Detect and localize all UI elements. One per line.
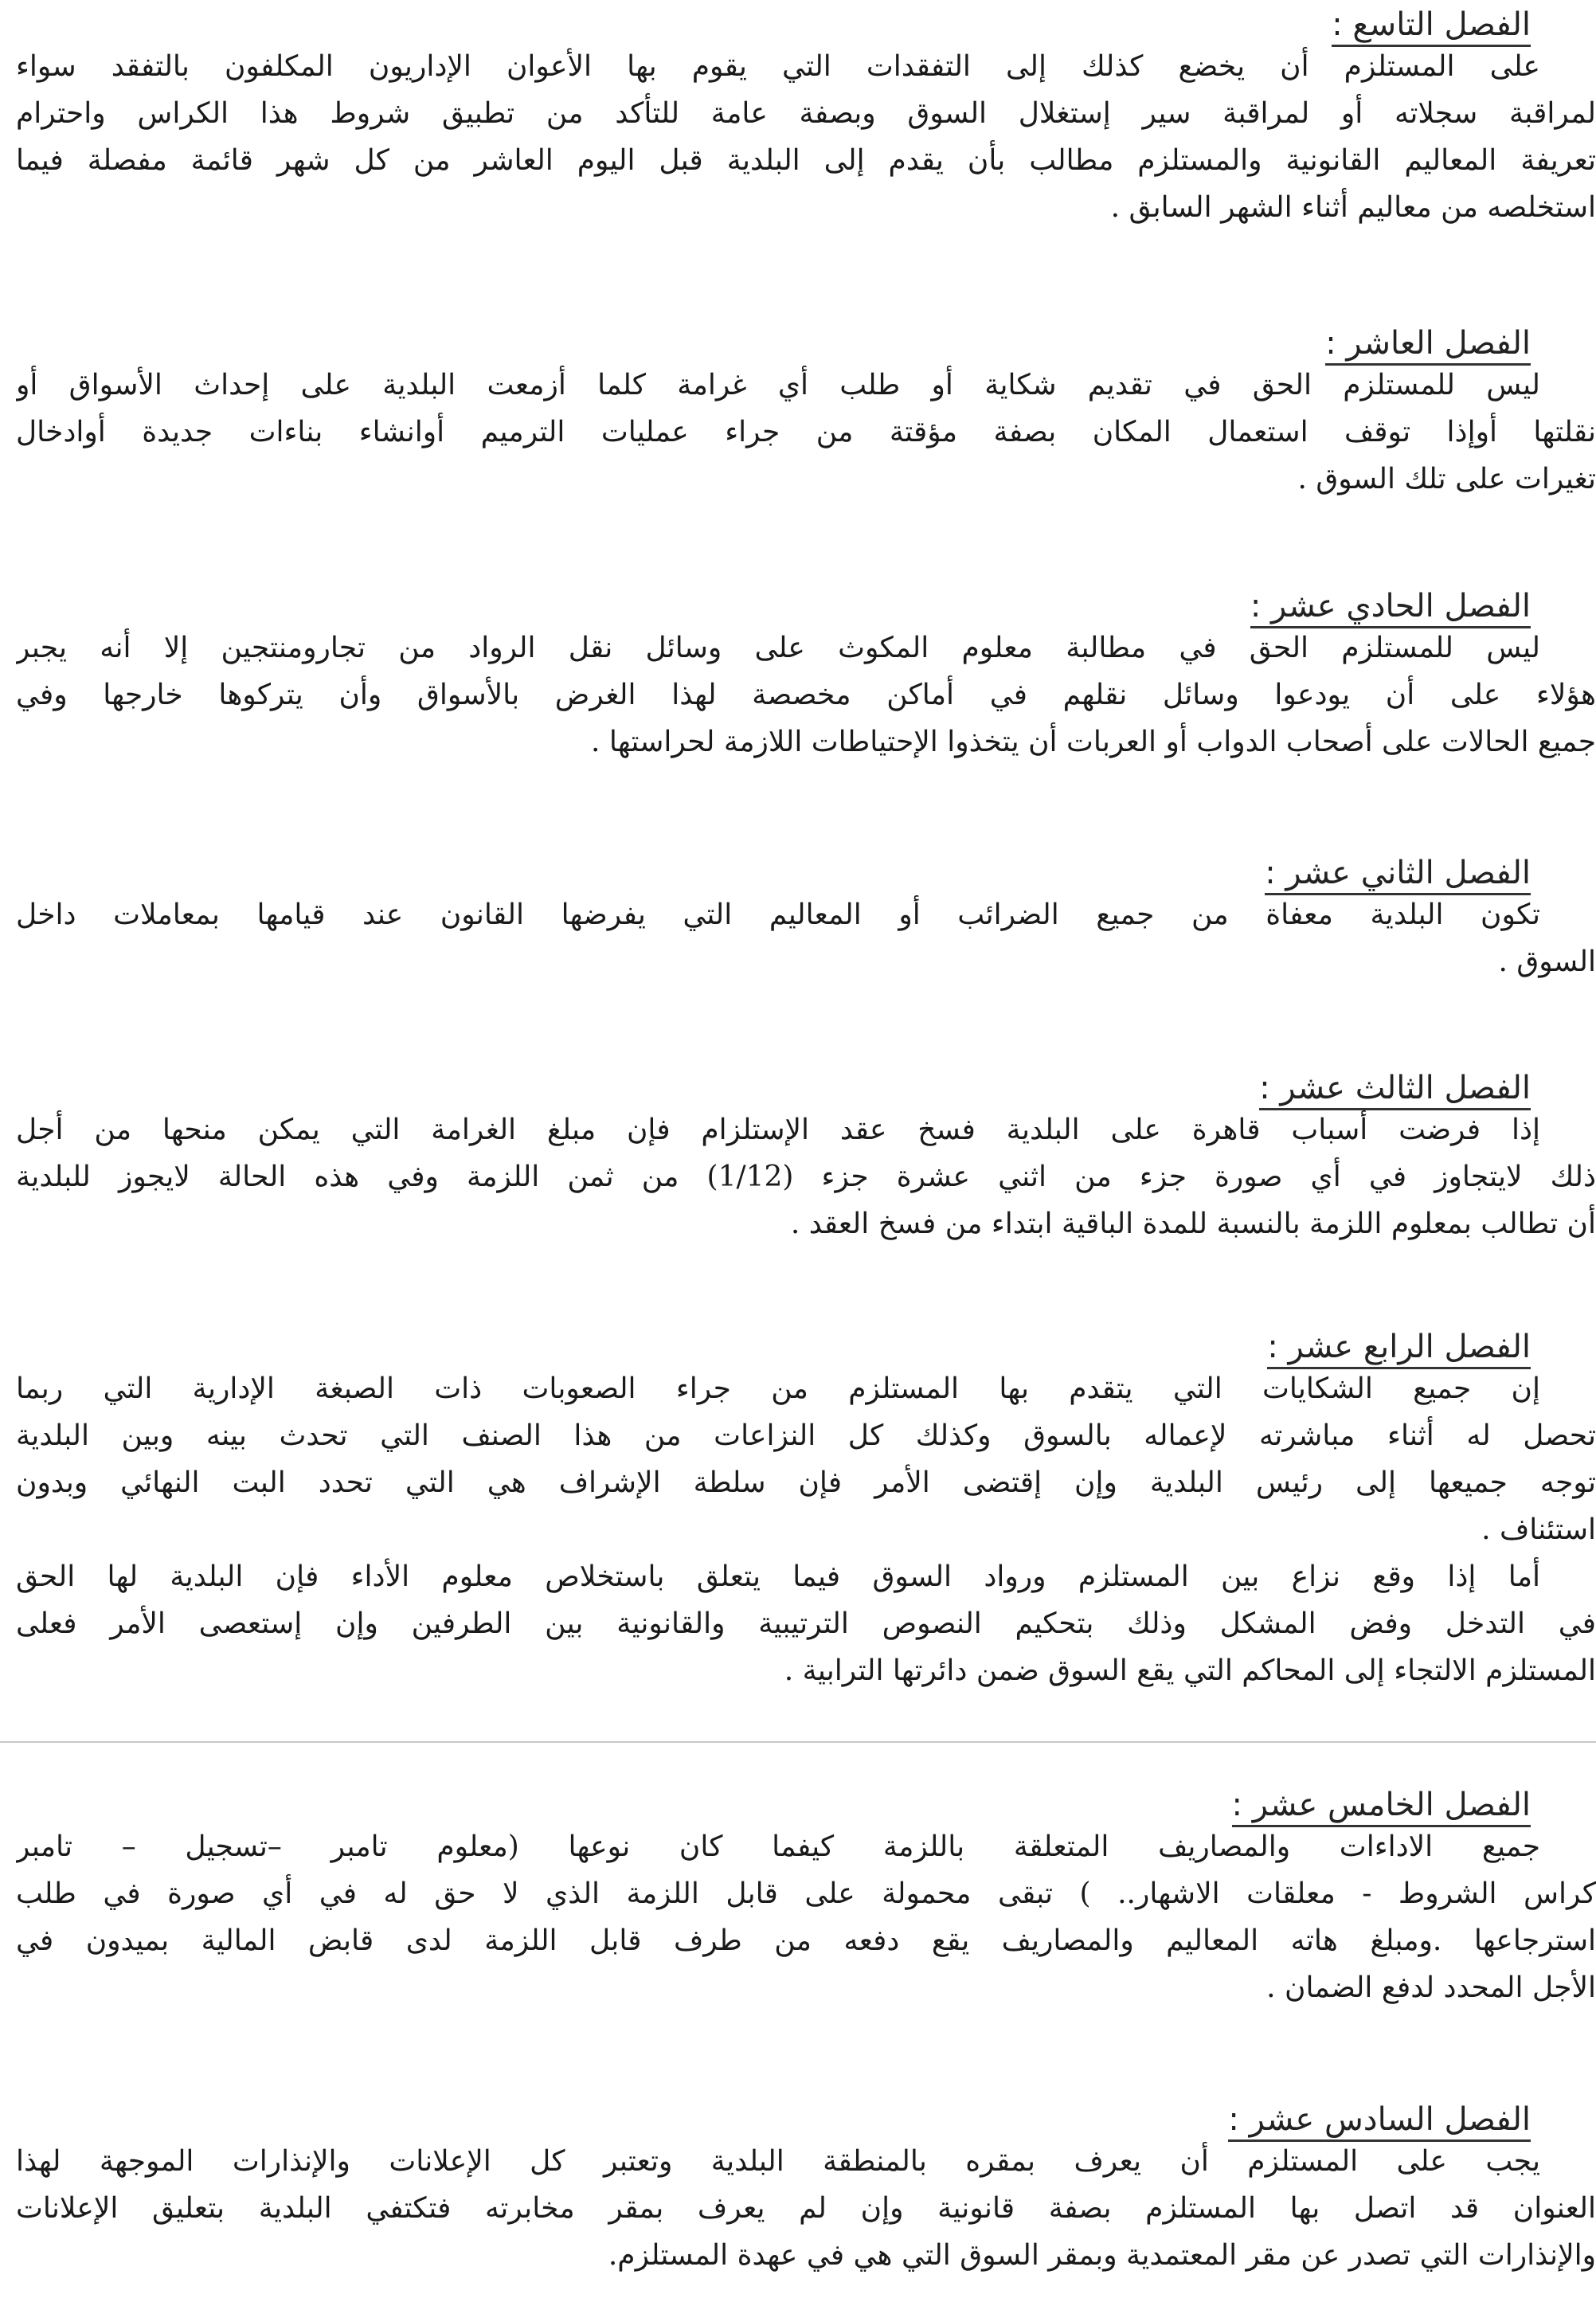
- article-11: [16, 588, 1596, 765]
- article-10-line: نقلتها أوإذا توقف استعمال المكان بصفة مؤقتة من جراء عمليات الترميم أوانشاء بناءات جديدة أوادخال: [16, 416, 1596, 448]
- article-13: [16, 1070, 1596, 1247]
- article-11-line: جميع الحالات على أصحاب الدواب أو العربات أن يتخذوا الإحتياطات اللازمة لحراستها .: [590, 726, 1596, 758]
- article-9-heading: الفصل التاسع :: [16, 6, 1596, 43]
- article-10-heading: الفصل العاشر :: [16, 325, 1596, 362]
- article-10-line: ليس للمستلزم الحق في تقديم شكاية أو طلب أي غرامة كلما أزمعت البلدية على إحداث الأسواق أو: [16, 369, 1540, 401]
- article-9-line: تعريفة المعاليم القانونية والمستلزم مطالب بأن يقدم إلى البلدية قبل اليوم العاشر من كل شهر قائمة مفصلة فيما: [16, 144, 1596, 177]
- article-13-line: إذا فرضت أسباب قاهرة على البلدية فسخ عقد الإستلزام فإن مبلغ الغرامة التي يمكن منحها من أجل: [16, 1114, 1540, 1146]
- article-13-line: أن تطالب بمعلوم اللزمة بالنسبة للمدة الباقية ابتداء من فسخ العقد .: [790, 1208, 1596, 1240]
- article-14-line: إن جميع الشكايات التي يتقدم بها المستلزم من جراء الصعوبات ذات الصبغة الإدارية التي ربما: [16, 1372, 1540, 1405]
- article-13-heading: الفصل الثالث عشر :: [16, 1070, 1596, 1106]
- article-11-line: ليس للمستلزم الحق في مطالبة معلوم المكوث على وسائل نقل الرواد من تجارومنتجين إلا أنه يجبر: [16, 632, 1540, 664]
- article-15-heading: الفصل الخامس عشر :: [16, 1787, 1596, 1823]
- article-14-line: أما إذا وقع نزاع بين المستلزم ورواد السوق فيما يتعلق باستخلاص معلوم الأداء فإن البلدية لها الحق: [16, 1560, 1540, 1593]
- article-12: [16, 855, 1596, 985]
- article-12-heading: الفصل الثاني عشر :: [16, 855, 1596, 891]
- article-15-line: كراس الشروط - معلقات الاشهار.. ) تبقى محمولة على قابل اللزمة الذي لا حق له في أي صورة في طلب: [16, 1877, 1596, 1910]
- article-11-line: هؤلاء على أن يودعوا وسائل نقلهم في أماكن مخصصة لهذا الغرض بالأسواق وأن يتركوها خارجها وفي: [16, 679, 1596, 711]
- article-16-heading: الفصل السادس عشر :: [16, 2101, 1596, 2138]
- article-14-line: تحصل له أثناء مباشرته لإعماله بالسوق وكذلك كل النزاعات من هذا الصنف التي تحدث بينه وبين البلدية: [16, 1419, 1596, 1452]
- article-15-line: استرجاعها .ومبلغ هاته المعاليم والمصاريف يقع دفعه من طرف قابل اللزمة لدى قابض المالية بميدون في: [16, 1924, 1596, 1957]
- article-9: [16, 6, 1596, 231]
- article-14-line: توجه جميعها إلى رئيس البلدية وإن إقتضى الأمر فإن سلطة الإشراف هي التي تحدد البت النهائي وبدون: [16, 1466, 1596, 1499]
- article-14-heading: الفصل الرابع عشر :: [16, 1329, 1596, 1365]
- article-14: [16, 1329, 1596, 1694]
- article-16-line: العنوان قد اتصل بها المستلزم بصفة قانونية وإن لم يعرف بمقر مخابرته فتكتفي البلدية بتعليق الإعلانات: [16, 2192, 1596, 2225]
- article-9-line: على المستلزم أن يخضع كذلك إلى التفقدات التي يقوم بها الأعوان الإداريون المكلفون بالتفقد سواء: [16, 50, 1540, 83]
- article-9-line: لمراقبة سجلاته أو لمراقبة سير إستغلال السوق وبصفة عامة للتأكد من تطبيق شروط هذا الكراس واحترام: [16, 97, 1596, 130]
- article-14-line: في التدخل وفض المشكل وذلك بتحكيم النصوص الترتيبية والقانونية بين الطرفين وإن إستعصى الأمر فعلى: [16, 1607, 1596, 1640]
- article-15-line: جميع الاداءات والمصاريف المتعلقة باللزمة كيفما كان نوعها (معلوم تامبر –تسجيل – تامبر: [16, 1830, 1540, 1863]
- article-10: [16, 325, 1596, 503]
- article-15: [16, 1787, 1596, 2011]
- article-16-line: يجب على المستلزم أن يعرف بمقره بالمنطقة البلدية وتعتبر كل الإعلانات والإنذارات الموجهة لهذا: [16, 2145, 1540, 2178]
- article-16-line: والإنذارات التي تصدر عن مقر المعتمدية وبمقر السوق التي هي في عهدة المستلزم.: [608, 2239, 1596, 2272]
- article-16: [16, 2101, 1596, 2279]
- article-13-line: ذلك لايتجاوز في أي صورة جزء من اثني عشرة جزء (1/12) من ثمن اللزمة وفي هذه الحالة لايجوز للبلدية: [16, 1161, 1596, 1193]
- article-14-line: استئناف .: [1481, 1513, 1596, 1546]
- article-10-line: تغيرات على تلك السوق .: [1297, 463, 1596, 495]
- article-15-line: الأجل المحدد لدفع الضمان .: [1266, 1971, 1596, 2004]
- article-12-line: تكون البلدية معفاة من جميع الضرائب أو المعاليم التي يفرضها القانون عند قيامها بمعاملات داخل: [16, 898, 1540, 931]
- article-9-line: استخلصه من معاليم أثناء الشهر السابق .: [1110, 191, 1596, 224]
- article-11-heading: الفصل الحادي عشر :: [16, 588, 1596, 624]
- article-14-line: المستلزم الالتجاء إلى المحاكم التي يقع السوق ضمن دائرتها الترابية .: [784, 1654, 1596, 1687]
- article-12-line: السوق .: [1498, 945, 1596, 978]
- divider: [0, 1741, 1596, 1743]
